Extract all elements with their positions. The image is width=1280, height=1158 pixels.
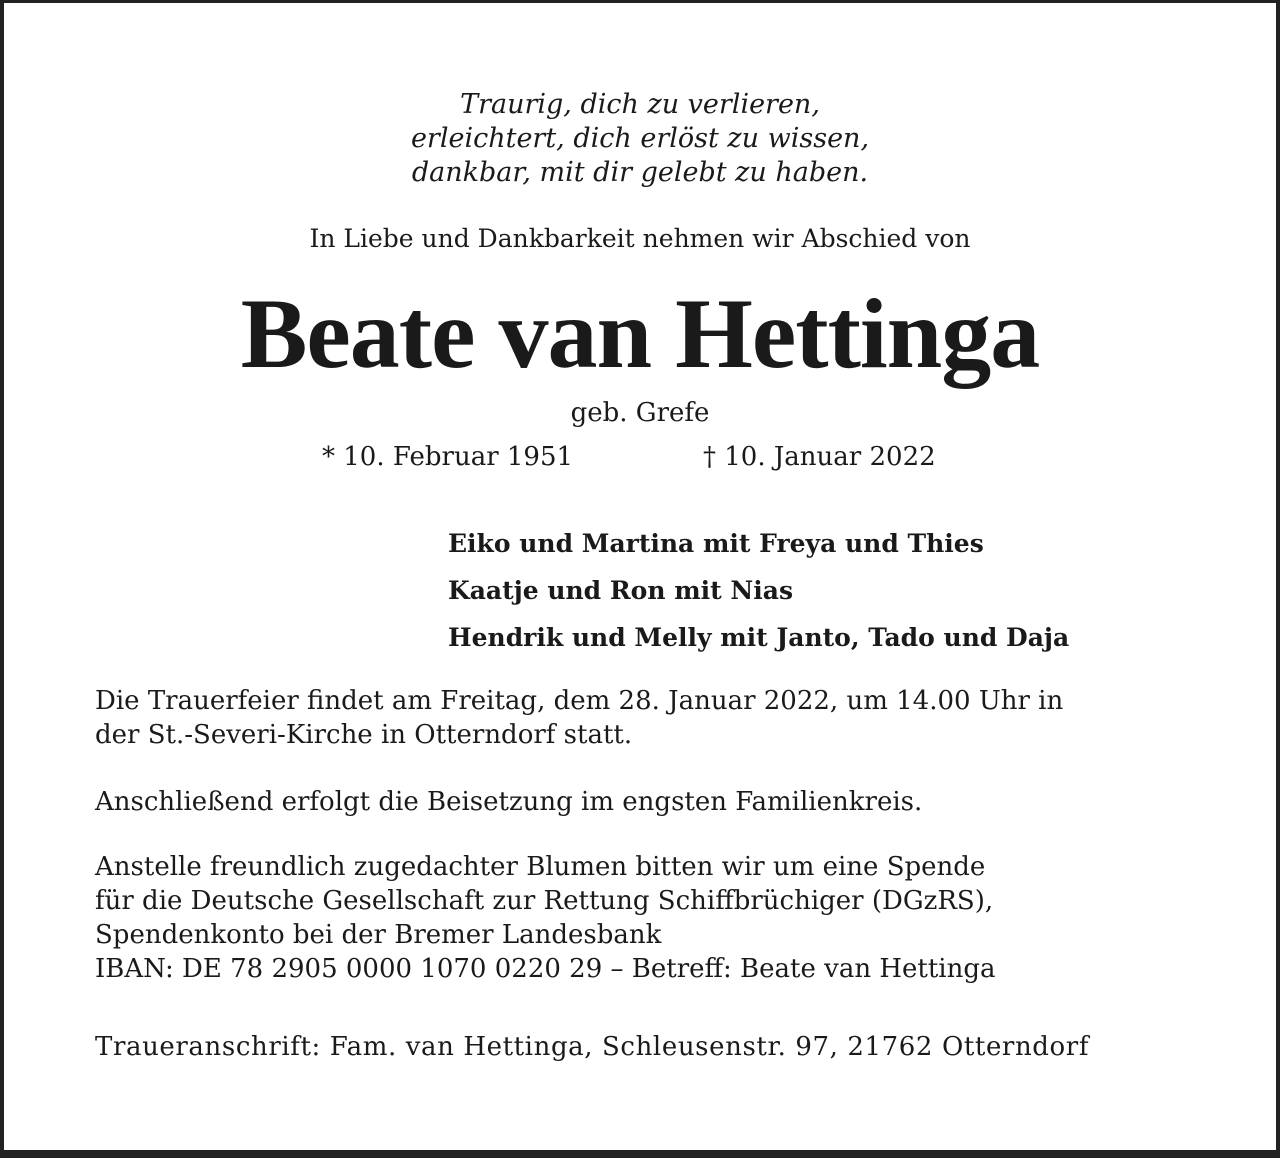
donation-line: Spendenkonto bei der Bremer Landesbank: [95, 920, 662, 950]
donation-line: Anstelle freundlich zugedachter Blumen bitten wir um eine Spende: [95, 852, 986, 882]
motto-line: erleichtert, dich erlöst zu wissen,: [410, 123, 870, 154]
motto-verse: [0, 88, 1280, 190]
family-list: [448, 520, 1069, 661]
family-line: Kaatje und Ron mit Nias: [448, 576, 794, 605]
burial-line: Anschließend erfolgt die Beisetzung im engsten Familienkreis.: [95, 787, 923, 817]
deceased-name: Beate van Hettinga: [240, 278, 1040, 389]
motto-line: Traurig, dich zu verlieren,: [460, 89, 820, 120]
donation-line: für die Deutsche Gesellschaft zur Rettung Schiffbrüchiger (DGzRS),: [95, 886, 994, 916]
maiden-name: geb. Grefe: [570, 398, 710, 428]
family-line: Eiko und Martina mit Freya und Thies: [448, 529, 984, 558]
death-date: † 10. Januar 2022: [703, 442, 936, 472]
funeral-info: [95, 684, 1205, 752]
burial-info: [95, 785, 1205, 819]
donation-iban: IBAN: DE 78 2905 0000 1070 0220 29 – Betreff: Beate van Hettinga: [95, 954, 996, 984]
funeral-line: der St.-Severi-Kirche in Otterndorf statt.: [95, 720, 633, 750]
birth-date: * 10. Februar 1951: [322, 442, 574, 472]
family-line: Hendrik und Melly mit Janto, Tado und Daja: [448, 623, 1070, 652]
address-line: Traueranschrift: Fam. van Hettinga, Schleusenstr. 97, 21762 Otterndorf: [95, 1032, 1090, 1062]
mourning-address: [95, 1030, 1205, 1064]
intro-text: In Liebe und Dankbarkeit nehmen wir Abschied von: [309, 224, 971, 253]
motto-line: dankbar, mit dir gelebt zu haben.: [411, 157, 869, 188]
donation-info: [95, 850, 1205, 986]
funeral-line: Die Trauerfeier findet am Freitag, dem 28. Januar 2022, um 14.00 Uhr in: [95, 686, 1064, 716]
